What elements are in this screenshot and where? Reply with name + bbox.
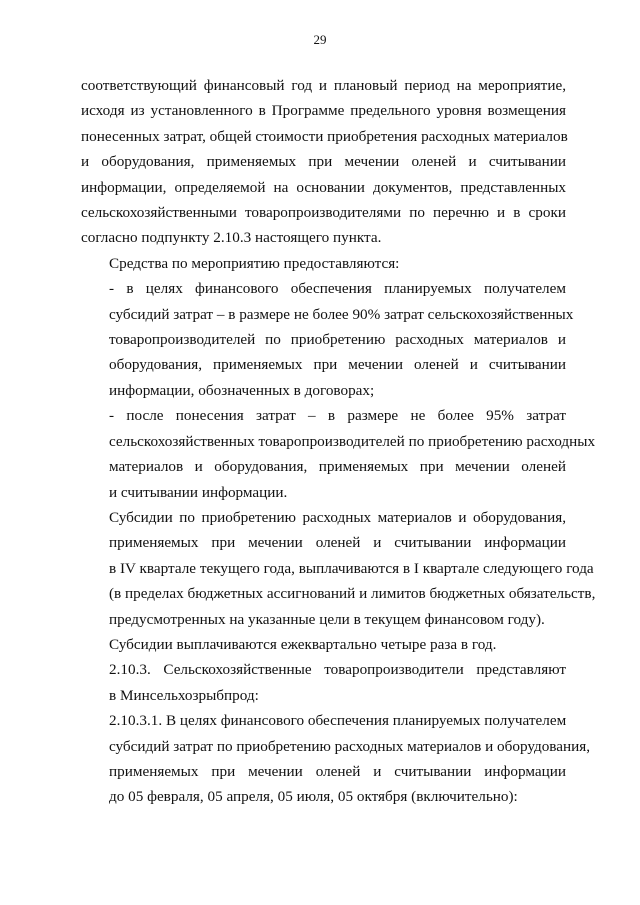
text-line: - после понесения затрат – в размере не более 95% затрат bbox=[109, 407, 566, 425]
paragraph bbox=[81, 251, 566, 276]
text-line: - в целях финансового обеспечения планируемых получателем bbox=[109, 280, 566, 298]
paragraph bbox=[81, 403, 596, 505]
text-line: субсидий затрат по приобретению расходных материалов и оборудования, bbox=[109, 737, 591, 755]
text-line: в IV квартале текущего года, выплачиваются в I квартале следующего года bbox=[109, 559, 594, 577]
text-line: Субсидии по приобретению расходных материалов и оборудования, bbox=[109, 508, 566, 526]
text-line: Субсидии выплачиваются ежеквартально четыре раза в год. bbox=[109, 635, 497, 653]
text-line: понесенных затрат, общей стоимости приобретения расходных материалов bbox=[81, 127, 568, 145]
text-line: информации, обозначенных в договорах; bbox=[109, 381, 375, 399]
paragraph bbox=[81, 505, 596, 632]
paragraph bbox=[81, 708, 591, 810]
text-line: материалов и оборудования, применяемых при мечении оленей bbox=[109, 458, 566, 476]
text-line: сельскохозяйственных товаропроизводителей по приобретению расходных bbox=[109, 432, 596, 450]
text-line: в Минсельхозрыбпрод: bbox=[109, 686, 259, 704]
page-number: 29 bbox=[313, 32, 327, 47]
text-line: оборудования, применяемых при мечении оленей и считывании bbox=[109, 356, 566, 374]
paragraph bbox=[81, 632, 566, 657]
text-line: и считывании информации. bbox=[109, 483, 288, 501]
text-line: сельскохозяйственными товаропроизводителями по перечню и в сроки bbox=[81, 204, 566, 222]
text-line: Средства по мероприятию предоставляются: bbox=[109, 254, 400, 272]
text-line: применяемых при мечении оленей и считывании информации bbox=[109, 762, 566, 780]
text-line: субсидий затрат – в размере не более 90% затрат сельскохозяйственных bbox=[109, 305, 574, 323]
text-line: согласно подпункту 2.10.3 настоящего пункта. bbox=[81, 229, 382, 247]
text-line: предусмотренных на указанные цели в текущем финансовом году). bbox=[109, 610, 545, 628]
text-line: информации, определяемой на основании документов, представленных bbox=[81, 178, 566, 196]
text-line: соответствующий финансовый год и плановый период на мероприятие, bbox=[81, 77, 566, 94]
paragraph bbox=[81, 657, 566, 708]
text-line: 2.10.3.1. В целях финансового обеспечения планируемых получателем bbox=[109, 712, 567, 730]
paragraph bbox=[81, 276, 574, 403]
text-line: исходя из установленного в Программе предельного уровня возмещения bbox=[81, 102, 566, 120]
body-text bbox=[81, 73, 596, 810]
text-line: товаропроизводителей по приобретению расходных материалов и bbox=[109, 331, 566, 349]
text-line: применяемых при мечении оленей и считывании информации bbox=[109, 534, 566, 552]
text-line: и оборудования, применяемых при мечении оленей и считывании bbox=[81, 153, 566, 171]
text-line: до 05 февраля, 05 апреля, 05 июля, 05 октября (включительно): bbox=[109, 788, 518, 806]
paragraph bbox=[81, 73, 566, 251]
text-line: 2.10.3. Сельскохозяйственные товаропроизводители представляют bbox=[109, 661, 566, 679]
text-line: (в пределах бюджетных ассигнований и лимитов бюджетных обязательств, bbox=[109, 585, 596, 603]
